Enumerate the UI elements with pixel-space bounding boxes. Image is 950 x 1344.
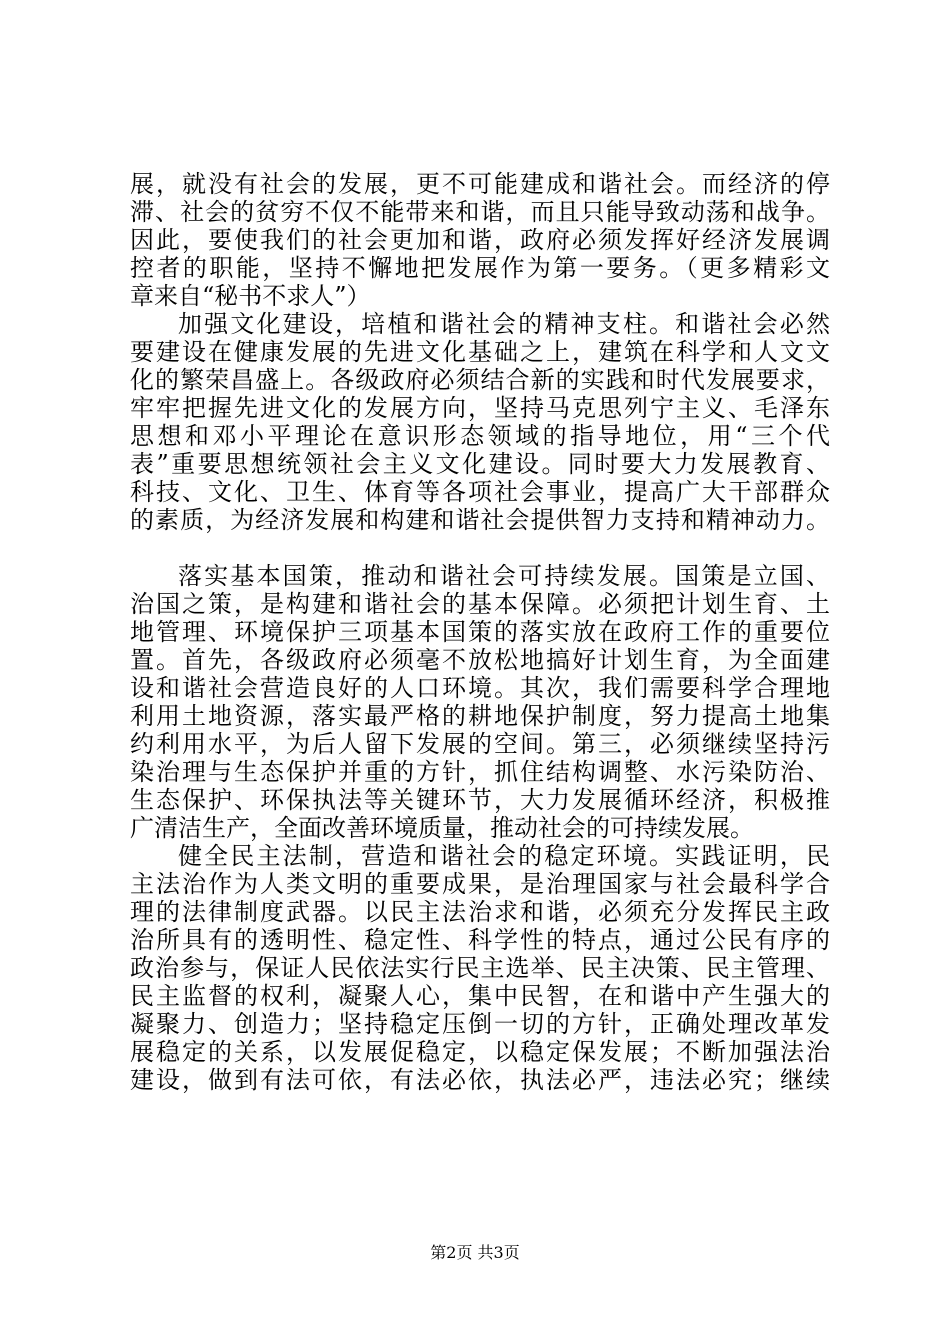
text-line: 加强文化建设，培植和谐社会的精神支柱。和谐社会必然 [178,310,830,338]
paragraph-economy-continued [130,170,830,310]
text-line: 治所具有的透明性、稳定性、科学性的特点，通过公民有序的 [130,926,830,954]
text-line: 染治理与生态保护并重的方针，抓住结构调整、水污染防治、 [130,758,830,786]
text-line: 建设，做到有法可依，有法必依，执法必严，违法必究；继续 [130,1066,830,1094]
text-line: 要建设在健康发展的先进文化基础之上，建筑在科学和人文文 [130,338,830,366]
text-line: 化的繁荣昌盛上。各级政府必须结合新的实践和时代发展要求， [130,366,830,394]
text-line: 的素质，为经济发展和构建和谐社会提供智力支持和精神动力。 [130,506,830,534]
text-line: 牢牢把握先进文化的发展方向，坚持马克思列宁主义、毛泽东 [130,394,830,422]
text-line: 科技、文化、卫生、体育等各项社会事业，提高广大干部群众 [130,478,830,506]
paragraph-gap [130,534,830,562]
paragraph-national-policy [130,562,830,842]
text-line: 凝聚力、创造力；坚持稳定压倒一切的方针，正确处理改革发 [130,1010,830,1038]
text-line: 设和谐社会营造良好的人口环境。其次，我们需要科学合理地 [130,674,830,702]
text-line: 章来自“秘书不求人”） [130,282,371,310]
text-line: 展，就没有社会的发展，更不可能建成和谐社会。而经济的停 [130,170,830,198]
text-line: 思想和邓小平理论在意识形态领域的指导地位，用“三个代 [130,422,830,450]
paragraph-rule-of-law [130,842,830,1094]
text-line: 表”重要思想统领社会主义文化建设。同时要大力发展教育、 [130,450,830,478]
text-line: 展稳定的关系，以发展促稳定，以稳定保发展；不断加强法治 [130,1038,830,1066]
text-line: 政治参与，保证人民依法实行民主选举、民主决策、民主管理、 [130,954,830,982]
text-line: 因此，要使我们的社会更加和谐，政府必须发挥好经济发展调 [130,226,830,254]
text-line: 利用土地资源，落实最严格的耕地保护制度，努力提高土地集 [130,702,830,730]
text-line: 地管理、环境保护三项基本国策的落实放在政府工作的重要位 [130,618,830,646]
text-line: 广清洁生产，全面改善环境质量，推动社会的可持续发展。 [130,814,754,842]
text-line: 置。首先，各级政府必须毫不放松地搞好计划生育，为全面建 [130,646,830,674]
text-line: 民主监督的权利，凝聚人心，集中民智，在和谐中产生强大的 [130,982,830,1010]
text-line: 约利用水平，为后人留下发展的空间。第三，必须继续坚持污 [130,730,830,758]
text-line: 滞、社会的贫穷不仅不能带来和谐，而且只能导致动荡和战争。 [130,198,830,226]
text-line: 主法治作为人类文明的重要成果，是治理国家与社会最科学合 [130,870,830,898]
page-number-footer: 第2页 共3页 [430,1243,520,1262]
text-line: 落实基本国策，推动和谐社会可持续发展。国策是立国、 [178,562,830,590]
text-line: 理的法律制度武器。以民主法治求和谐，必须充分发挥民主政 [130,898,830,926]
text-line: 治国之策，是构建和谐社会的基本保障。必须把计划生育、土 [130,590,830,618]
text-line: 生态保护、环保执法等关键环节，大力发展循环经济，积极推 [130,786,830,814]
text-line: 健全民主法制，营造和谐社会的稳定环境。实践证明，民 [178,842,830,870]
paragraph-culture [130,310,830,534]
text-line: 控者的职能，坚持不懈地把发展作为第一要务。（更多精彩文 [130,254,830,282]
body-text [130,170,830,1094]
